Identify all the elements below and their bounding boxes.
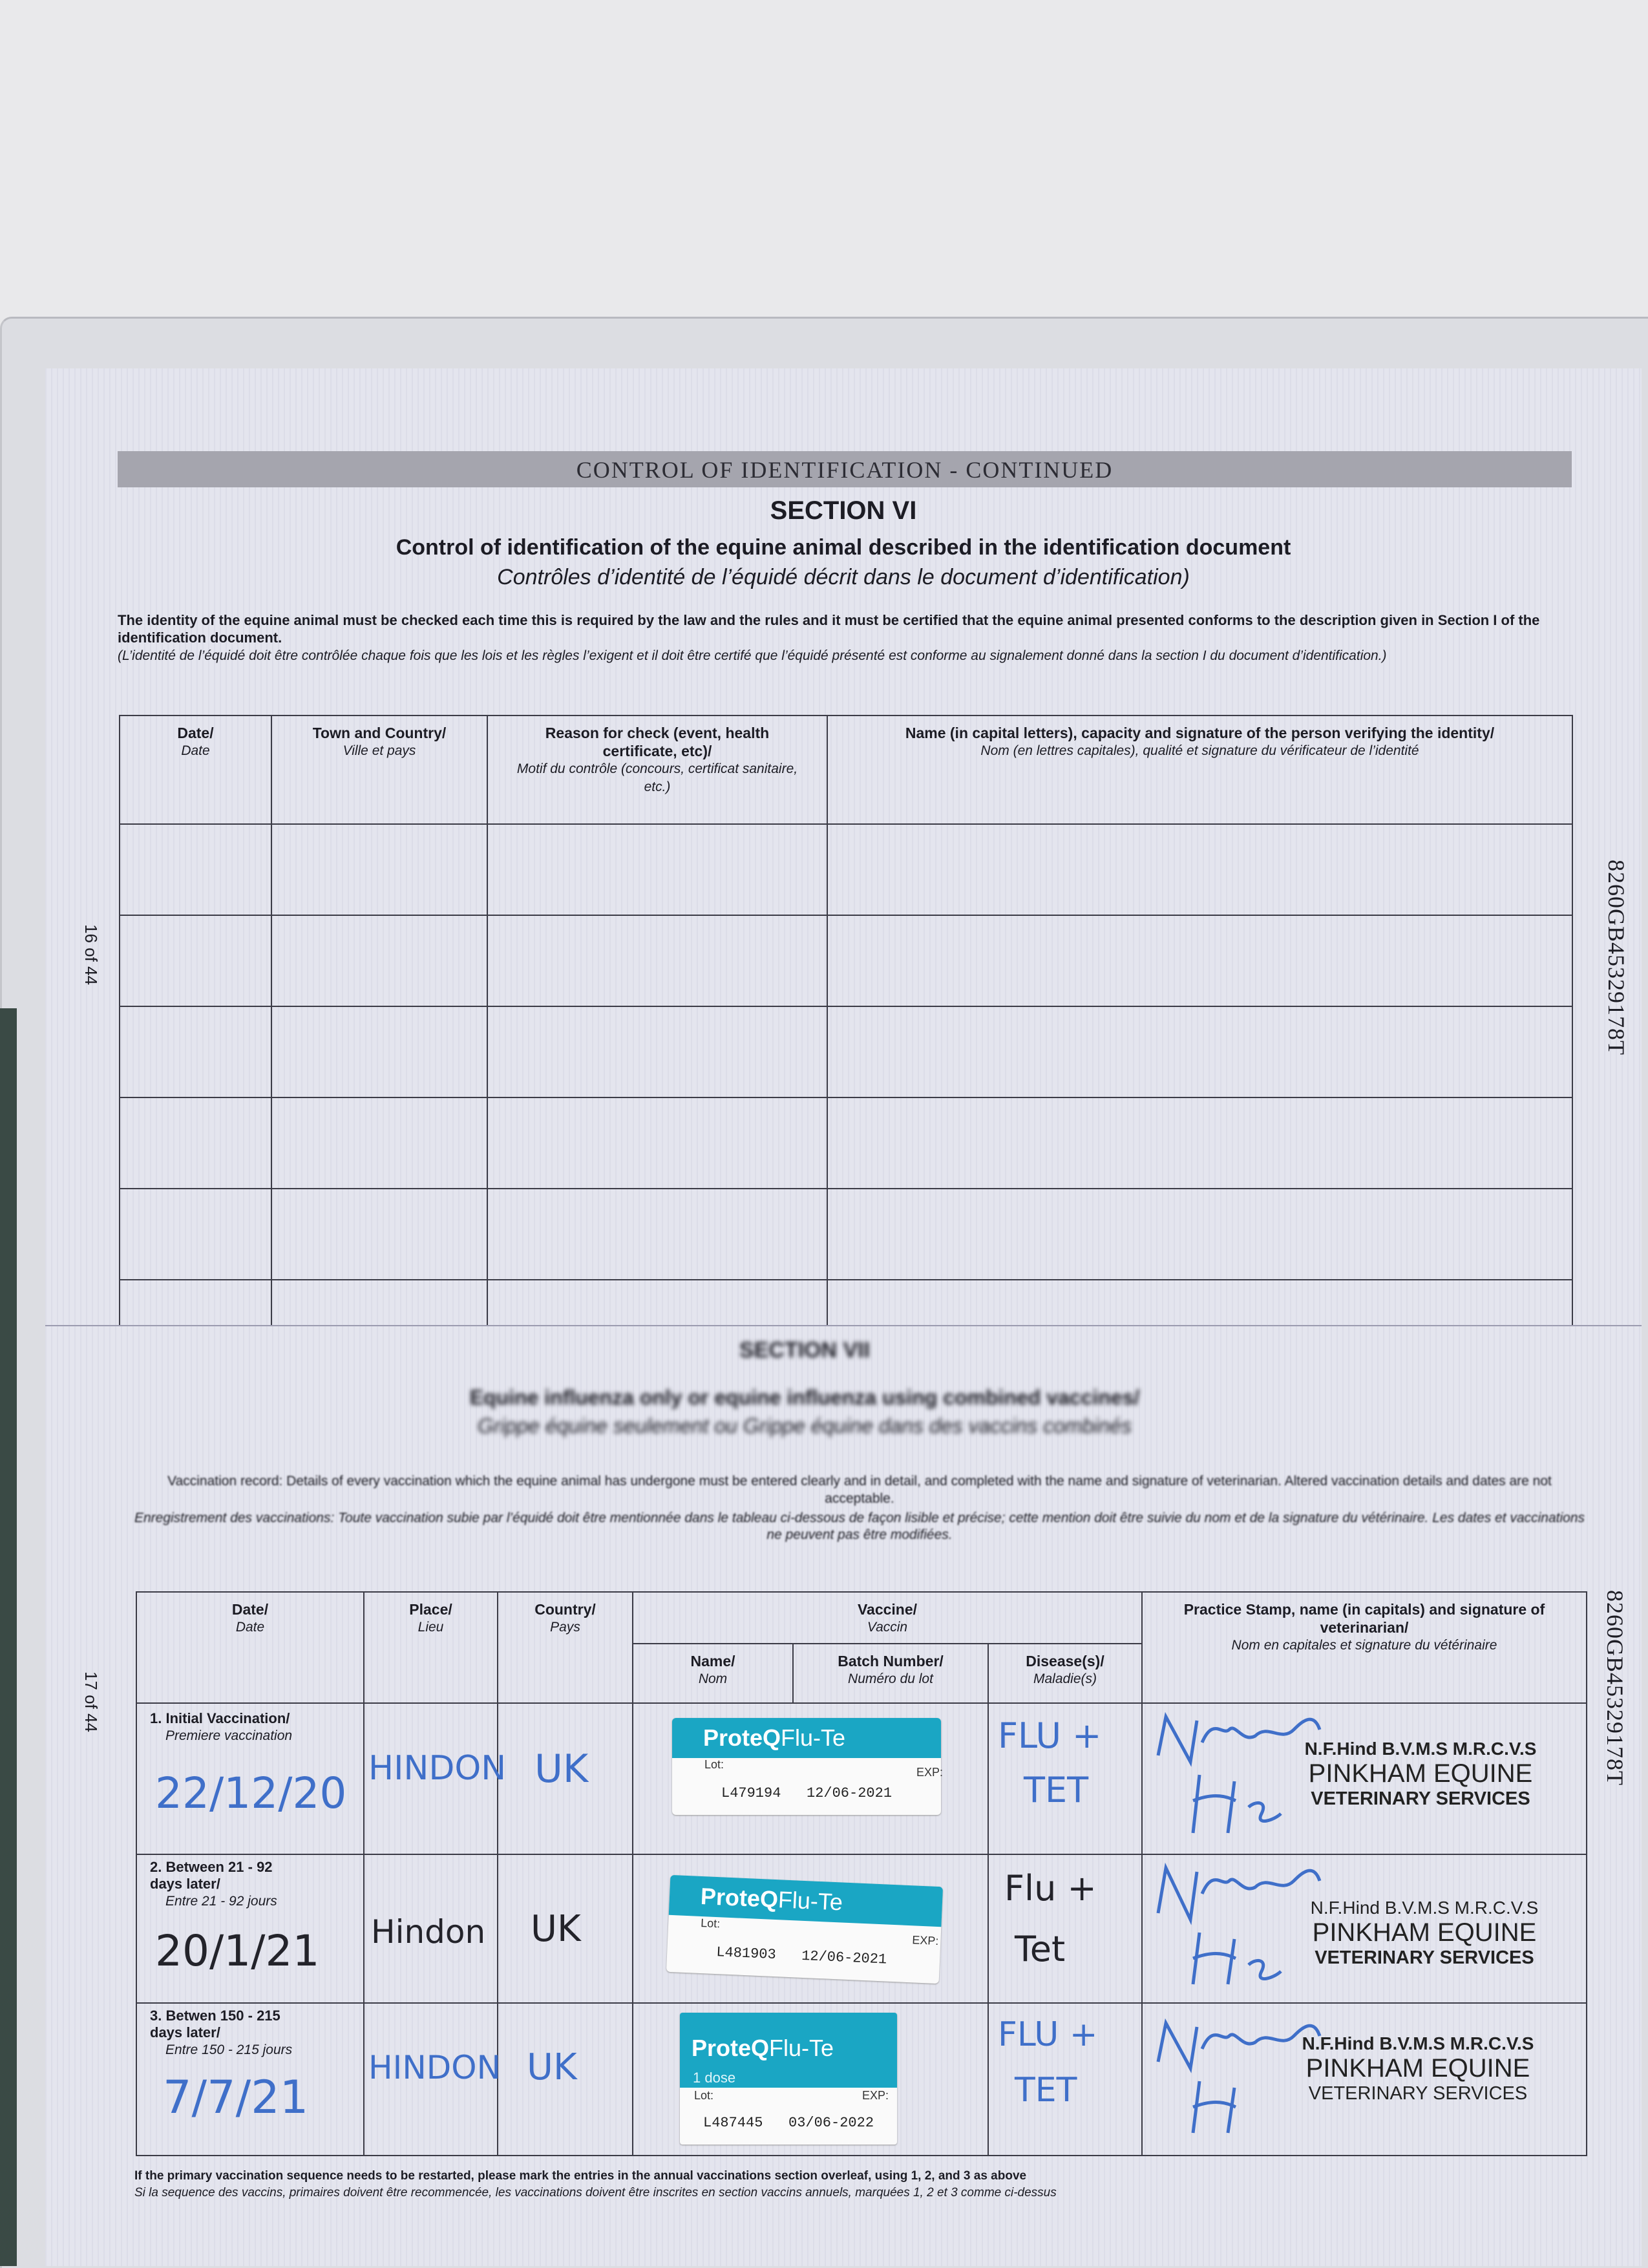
passport-id: 8260GB45329178T — [1603, 860, 1629, 1055]
table-row — [120, 1189, 1572, 1280]
page-17 — [45, 1326, 1642, 2266]
practice-stamp: N.F.Hind B.V.M.S M.R.C.V.S PINKHAM EQUINE VETERINARY SERVICES — [1304, 1739, 1537, 1809]
row-label-fr: Entre 21 - 92 jours — [165, 1894, 277, 1909]
row-label: 3. Betwen 150 - 215 days later/ — [150, 2008, 280, 2040]
col-place: Place/ Lieu — [364, 1592, 498, 1703]
batch-lot: L487445 — [703, 2115, 763, 2131]
footnote-en: If the primary vaccination sequence needs to be restarted, please mark the entries in the annual vaccinations section overleaf, using 1, 2, and 3 as above — [134, 2169, 1027, 2183]
row-label: 2. Between 21 - 92 days later/ — [150, 1859, 273, 1892]
section-title: SECTION VI — [770, 496, 917, 525]
vaccine-sticker: ProteQFlu-Te 1 dose Lot: EXP: L487445 03/06-2022 — [680, 2013, 897, 2145]
passport-id: 8260GB45329178T — [1602, 1590, 1628, 1786]
col-practice-stamp: Practice Stamp, name (in capitals) and signature of veterinarian/ Nom en capitales et signature du vétérinaire — [1142, 1592, 1587, 1703]
practice-stamp-cell — [1142, 1703, 1587, 1854]
col-vaccine-name: Name/ Nom — [633, 1644, 793, 1703]
col-country: Country/ Pays — [498, 1592, 633, 1703]
col-town-country: Town and Country/ Ville et pays — [271, 715, 487, 824]
handwritten-place: HINDON — [368, 2049, 502, 2086]
section-subtitle-fr: Contrôles d’identité de l’équidé décrit dans le document d’identification) — [497, 565, 1190, 589]
handwritten-country: UK — [527, 2046, 577, 2088]
handwritten-country: UK — [534, 1746, 589, 1792]
handwritten-disease: TET — [1024, 1770, 1089, 1810]
handwritten-date: 22/12/20 — [155, 1768, 347, 1818]
row-label-fr: Premiere vaccination — [165, 1728, 293, 1743]
page-number: 16 of 44 — [81, 924, 101, 985]
col-batch-number: Batch Number/ Numéro du lot — [793, 1644, 988, 1703]
section-banner: CONTROL OF IDENTIFICATION - CONTINUED — [118, 451, 1572, 487]
handwritten-disease: Flu + — [1004, 1868, 1097, 1909]
vaccine-label-cell — [633, 1854, 988, 2003]
handwritten-country: UK — [531, 1908, 581, 1950]
disease-cell — [988, 2003, 1142, 2156]
section-subtitle-en: Control of identification of the equine animal described in the identification document — [396, 535, 1291, 560]
disease-cell — [988, 1854, 1142, 2003]
vaccination-row-1 — [136, 1703, 1587, 1854]
vaccine-sticker: ProteQFlu-Te Lot: EXP: L479194 12/06-2021 — [672, 1718, 941, 1815]
identification-check-table — [119, 715, 1573, 1326]
practice-stamp-cell — [1142, 1854, 1587, 2003]
row-date-cell — [136, 1854, 364, 2003]
vaccination-row-3 — [136, 2003, 1587, 2156]
col-verifier: Name (in capital letters), capacity and signature of the person verifying the identity/ Nom (en lettres capitales), qualité et signature du vérificateur de l’identité — [827, 715, 1572, 824]
row-label: 1. Initial Vaccination/ — [150, 1710, 290, 1726]
batch-expiry: 12/06-2021 — [807, 1785, 893, 1801]
vaccine-label-cell — [633, 1703, 988, 1854]
batch-lot: L479194 — [721, 1785, 781, 1801]
section-subtitle-en: Equine influenza only or equine influenza using combined vaccines/ — [469, 1386, 1140, 1409]
batch-expiry: 12/06-2021 — [801, 1947, 887, 1968]
table-row — [120, 824, 1572, 915]
vaccine-sticker: ProteQFlu-Te Lot: EXP: L481903 12/06-2021 — [666, 1875, 943, 1984]
vaccination-row-2 — [136, 1854, 1587, 2003]
vaccination-table — [136, 1591, 1587, 2156]
handwritten-place: HINDON — [368, 1749, 507, 1788]
col-date: Date/ Date — [136, 1592, 364, 1703]
intro-text-fr: Enregistrement des vaccinations: Toute vaccination subie par l’équidé doit être mentionnée dans le tableau ci-dessous de façon lisible et précise; cette mention doit être suivie du nom et de la signature du vétérinaire. Les dates et vaccinations ne peuvent pas être modifiées. — [134, 1510, 1585, 1542]
handwritten-place: Hindon — [371, 1913, 486, 1951]
batch-expiry: 03/06-2022 — [788, 2115, 874, 2131]
section-subtitle-fr: Grippe équine seulement ou Grippe équine dans des vaccins combinés — [477, 1414, 1132, 1437]
table-row — [120, 1280, 1572, 1326]
row-date-cell — [136, 1703, 364, 1854]
page-16 — [45, 368, 1642, 1326]
col-vaccine: Vaccine/ Vaccin — [633, 1592, 1142, 1644]
col-reason: Reason for check (event, health certificate, etc)/ Motif du contrôle (concours, certificat sanitaire, etc.) — [487, 715, 827, 824]
batch-lot: L481903 — [715, 1944, 777, 1964]
table-row — [120, 1097, 1572, 1189]
page-number: 17 of 44 — [81, 1671, 101, 1732]
intro-text-fr: (L’identité de l’équidé doit être contrôlée chaque fois que les lois et les règles l’exigent et il doit être certifé que l’équidé présenté est conforme au signalement donné dans la section I du document d’identification.) — [118, 648, 1387, 663]
table-row — [120, 1006, 1572, 1097]
col-disease: Disease(s)/ Maladie(s) — [988, 1644, 1142, 1703]
row-date-cell — [136, 2003, 364, 2156]
table-row — [120, 915, 1572, 1006]
spine-edge — [0, 1008, 17, 2266]
handwritten-disease: TET — [1015, 2071, 1077, 2110]
disease-cell — [988, 1703, 1142, 1854]
dose-text: 1 dose — [693, 2070, 736, 2086]
handwritten-disease: FLU + — [998, 2015, 1098, 2054]
vaccine-label-cell — [633, 2003, 988, 2156]
row-label-fr: Entre 150 - 215 jours — [165, 2042, 293, 2057]
practice-stamp: N.F.Hind B.V.M.S M.R.C.V.S PINKHAM EQUINE VETERINARY SERVICES — [1310, 1898, 1539, 1968]
intro-text-en: The identity of the equine animal must be checked each time this is required by the law and the rules and it must be certified that the equine animal presented conforms to the description given in Section I of the identification document. — [118, 612, 1540, 646]
handwritten-disease: Tet — [1015, 1929, 1066, 1969]
handwritten-disease: FLU + — [998, 1715, 1102, 1756]
intro-text-en: Vaccination record: Details of every vaccination which the equine animal has undergone must be entered clearly and in detail, and completed with the name and signature of veterinarian. Altered vaccination details and dates are not acceptable. — [167, 1474, 1552, 1506]
section-title: SECTION VII — [739, 1338, 871, 1362]
handwritten-date: 7/7/21 — [163, 2071, 309, 2124]
footnote-fr: Si la sequence des vaccins, primaires doivent être recommencée, les vaccinations doivent être inscrites en section vaccins annuels, marquées 1, 2 et 3 comme ci-dessus — [134, 2186, 1057, 2199]
practice-stamp-cell — [1142, 2003, 1587, 2156]
practice-stamp: N.F.Hind B.V.M.S M.R.C.V.S PINKHAM EQUINE VETERINARY SERVICES — [1302, 2033, 1534, 2104]
table-header-row — [120, 715, 1572, 824]
handwritten-date: 20/1/21 — [155, 1926, 320, 1976]
col-date: Date/ Date — [120, 715, 271, 824]
